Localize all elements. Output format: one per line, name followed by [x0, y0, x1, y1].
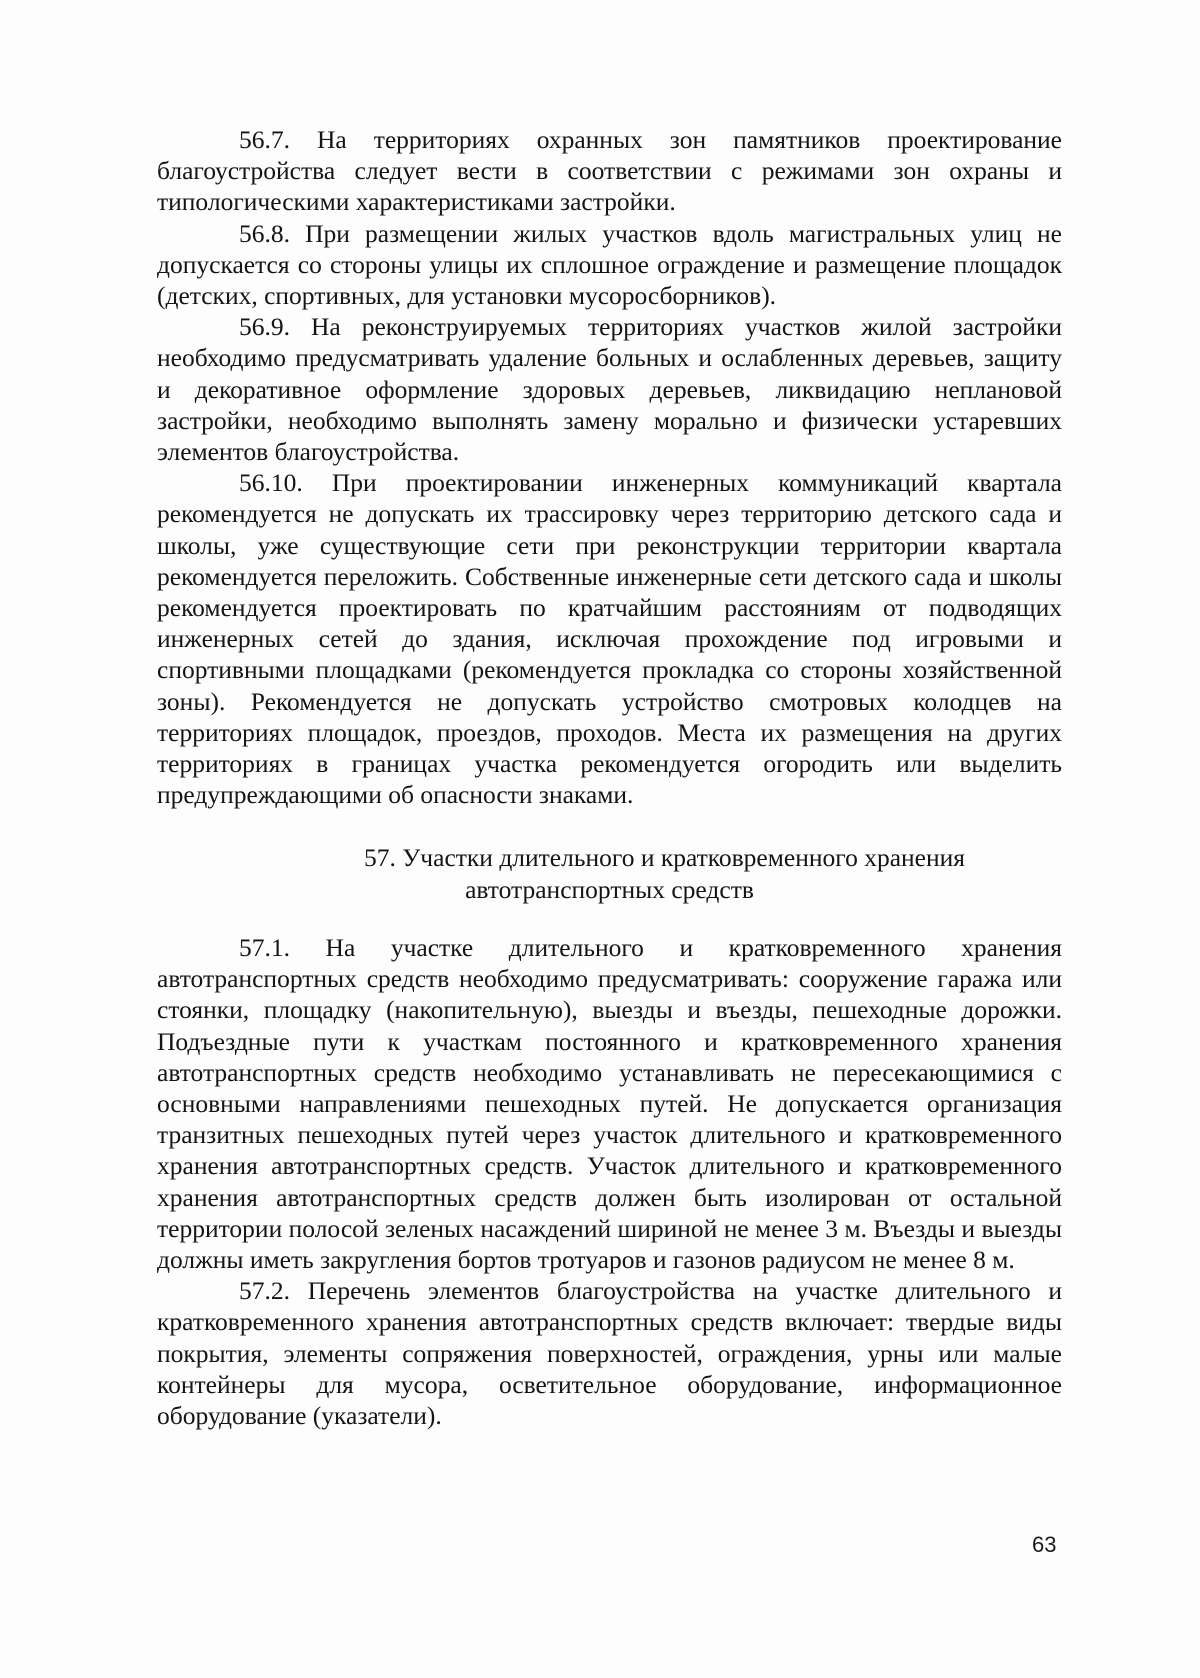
section-56-body: [157, 124, 1062, 810]
paragraph-56-10: 56.10. При проектировании инженерных коммуникаций квартала рекомендуется не допускать их трассировку через территорию детского сада и школы, уже существующие сети при реконструкции территории квартала рекомендуется переложить. Собственные инженерные сети детского сада и школы рекомендуется проектировать по кратчайшим расстояниям от подводящих инженерных сетей до здания, исключая прохождение под игровыми и спортивными площадками (рекомендуется прокладка со стороны хозяйственной зоны). Рекомендуется не допускать устройство смотровых колодцев на территориях площадок, проездов, проходов. Места их размещения на других территориях в границах участка рекомендуется огородить или выделить предупреждающими об опасности знаками.: [157, 468, 1062, 810]
paragraph-56-7: 56.7. На территориях охранных зон памятников проектирование благоустройства следует вести в соответствии с режимами зон охраны и типологическими характеристиками застройки.: [157, 125, 1062, 217]
paragraph-56-8: 56.8. При размещении жилых участков вдоль магистральных улиц не допускается со стороны улицы их сплошное ограждение и размещение площадок (детских, спортивных, для установки мусоросборников).: [157, 218, 1062, 311]
section-57-heading-line2: автотранспортных средств: [465, 874, 754, 904]
paragraph-57-2: 57.2. Перечень элементов благоустройства на участке длительного и кратковременного хранения автотранспортных средств включает: твердые виды покрытия, элементы сопряжения поверхностей, ограждения, урны или малые контейнеры для мусора, осветительное оборудование, информационное оборудование (указатели).: [157, 1276, 1062, 1431]
section-57-heading-line1: 57. Участки длительного и кратковременного хранения: [364, 843, 965, 872]
section-57-heading: [157, 842, 1062, 905]
page-number: 63: [1032, 1532, 1057, 1557]
section-57-body: [157, 932, 1062, 1431]
paragraph-56-9: 56.9. На реконструируемых территориях участков жилой застройки необходимо предусматривать удаление больных и ослабленных деревьев, защиту и декоративное оформление здоровых деревьев, ликвидацию неплановой застройки, необходимо выполнять замену морально и физически устаревших элементов благоустройства.: [157, 312, 1062, 467]
paragraph-57-1: 57.1. На участке длительного и кратковременного хранения автотранспортных средств необходимо предусматривать: сооружение гаража или стоянки, площадку (накопительную), выезды и въезды, пешеходные дорожки. Подъездные пути к участкам постоянного и кратковременного хранения автотранспортных средств необходимо устанавливать не пересекающимися с основными направлениями пешеходных путей. Не допускается организация транзитных пешеходных путей через участок длительного и кратковременного хранения автотранспортных средств. Участок длительного и кратковременного хранения автотранспортных средств должен быть изолирован от остальной территории полосой зеленых насаждений шириной не менее 3 м. Въезды и выезды должны иметь закругления бортов тротуаров и газонов радиусом не менее 8 м.: [157, 933, 1062, 1275]
